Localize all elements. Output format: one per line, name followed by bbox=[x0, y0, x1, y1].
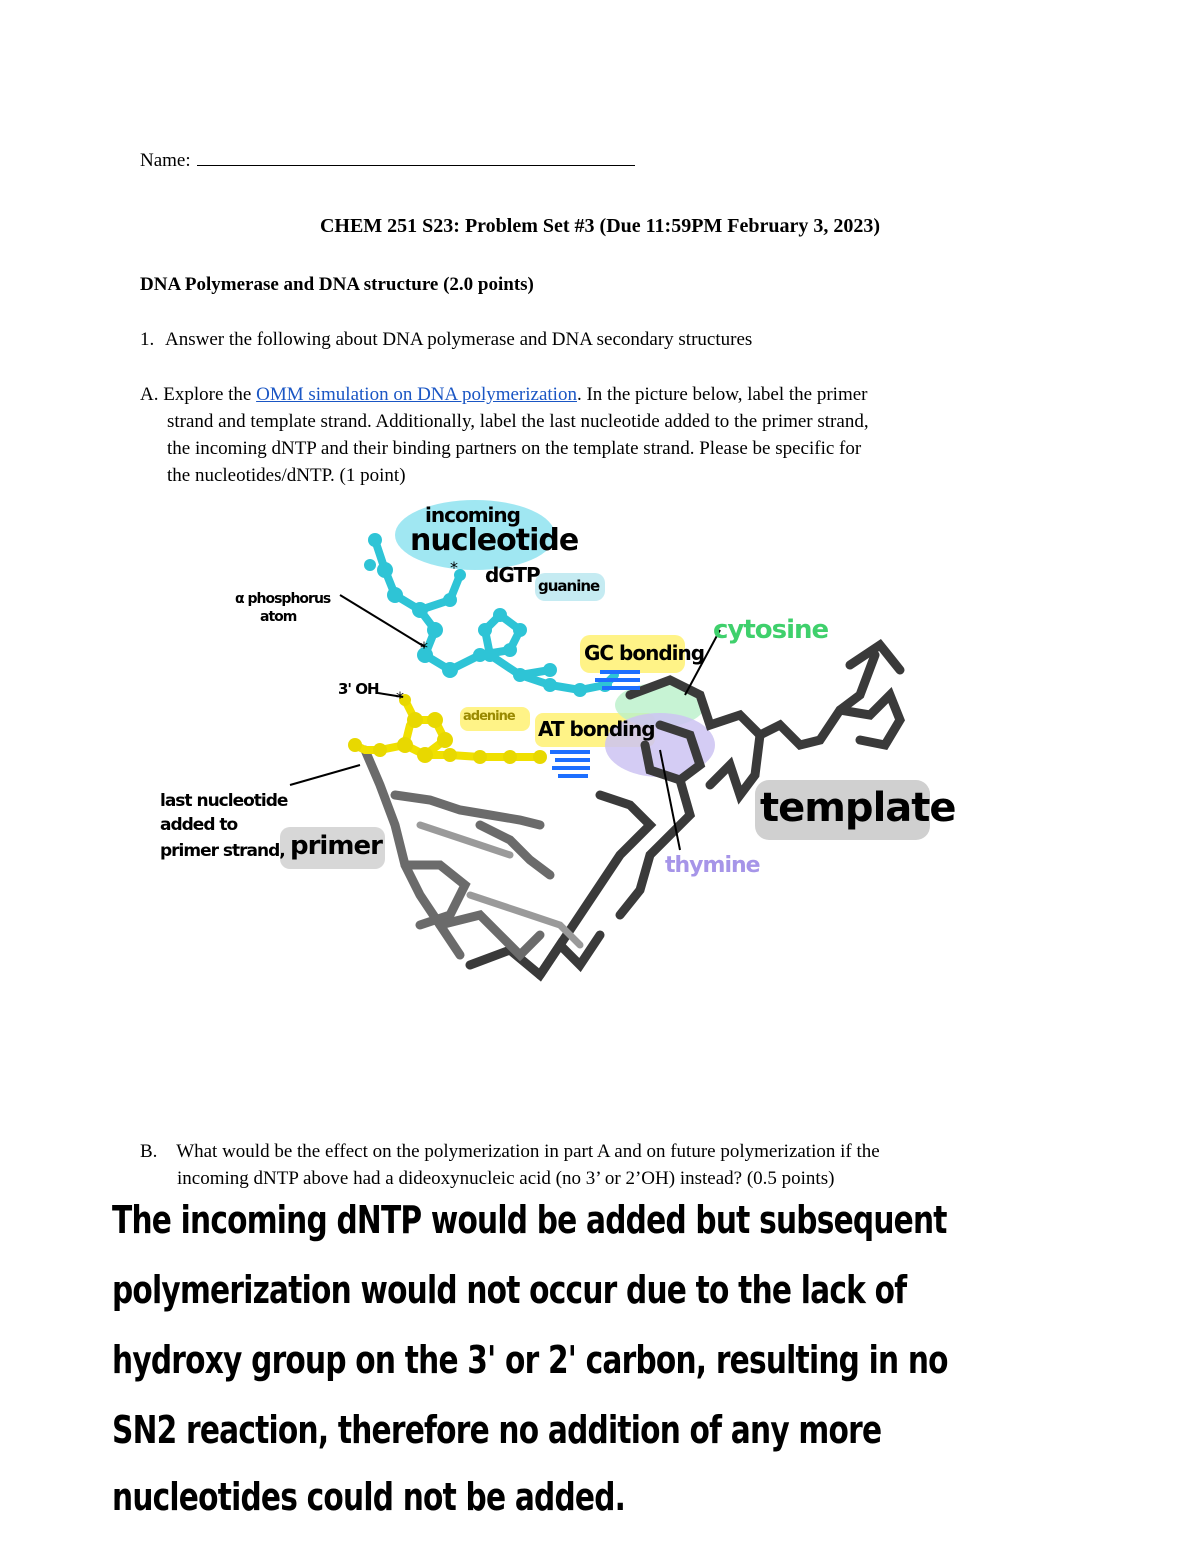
label-atom: atom bbox=[260, 609, 297, 625]
question-1 bbox=[140, 327, 752, 353]
section-heading: DNA Polymerase and DNA structure (2.0 points) bbox=[140, 274, 534, 295]
label-alpha-phosphorus: α phosphorus bbox=[235, 591, 331, 607]
question-a-letter: A. bbox=[140, 384, 159, 405]
answer-line-2: polymerization would not occur due to the lack of bbox=[112, 1268, 907, 1312]
primer-strand-sticks bbox=[365, 750, 550, 955]
answer-line-5: nucleotides could not be added. bbox=[112, 1475, 626, 1519]
name-row bbox=[140, 147, 635, 174]
question-b-letter: B. bbox=[140, 1141, 158, 1162]
label-last-nucleotide-1: last nucleotide bbox=[160, 791, 288, 811]
omm-simulation-link[interactable]: OMM simulation on DNA polymerization bbox=[256, 384, 577, 405]
label-last-nucleotide-2: added to bbox=[160, 815, 238, 835]
svg-text:*: * bbox=[420, 638, 428, 657]
label-template: template bbox=[760, 785, 956, 831]
question-1-number: 1. bbox=[140, 329, 155, 350]
dna-polymerase-figure bbox=[160, 495, 956, 985]
label-last-nucleotide-3: primer strand, bbox=[160, 841, 285, 861]
question-a-line-3: the incoming dNTP and their binding partners on the template strand. Please be specific for bbox=[167, 438, 862, 459]
question-a-text-start: Explore the bbox=[163, 384, 252, 405]
label-3-oh: 3' OH bbox=[338, 680, 379, 698]
answer-line-3: hydroxy group on the 3' or 2' carbon, resulting in no bbox=[112, 1338, 948, 1382]
svg-text:*: * bbox=[450, 558, 458, 577]
label-cytosine: cytosine bbox=[713, 615, 829, 645]
label-primer: primer bbox=[290, 831, 382, 861]
svg-text:*: * bbox=[396, 688, 404, 707]
document-title: CHEM 251 S23: Problem Set #3 (Due 11:59PM February 3, 2023) bbox=[319, 215, 881, 237]
question-1-text: Answer the following about DNA polymerase and DNA secondary structures bbox=[165, 329, 753, 350]
name-blank bbox=[197, 147, 635, 166]
label-dgtp: dGTP bbox=[485, 563, 540, 587]
label-incoming: incoming bbox=[425, 503, 520, 527]
label-guanine: guanine bbox=[538, 577, 600, 595]
label-at-bonding: AT bonding bbox=[538, 717, 655, 741]
asterisk-marks bbox=[396, 558, 458, 707]
answer-line-1: The incoming dNTP would be added but subsequent bbox=[112, 1198, 947, 1242]
question-a-text-end: . In the picture below, label the primer bbox=[576, 384, 868, 405]
question-a-line-2: strand and template strand. Additionally, label the last nucleotide added to the primer strand, bbox=[167, 411, 869, 432]
answer-line-4: SN2 reaction, therefore no addition of any more bbox=[112, 1408, 882, 1452]
question-a-line-4: the nucleotides/dNTP. (1 point) bbox=[167, 465, 406, 486]
question-a-line-1 bbox=[140, 381, 868, 408]
label-gc-bonding: GC bonding bbox=[584, 641, 705, 665]
question-b-line-2: incoming dNTP above had a dideoxynucleic acid (no 3’ or 2’OH) instead? (0.5 points) bbox=[177, 1168, 835, 1189]
question-b-line-1 bbox=[140, 1138, 880, 1165]
label-thymine: thymine bbox=[665, 853, 760, 878]
name-label: Name: bbox=[140, 150, 191, 171]
label-adenine: adenine bbox=[463, 709, 515, 724]
question-b-text-1: What would be the effect on the polymerization in part A and on future polymerization if the bbox=[176, 1141, 880, 1162]
label-nucleotide: nucleotide bbox=[410, 523, 579, 558]
